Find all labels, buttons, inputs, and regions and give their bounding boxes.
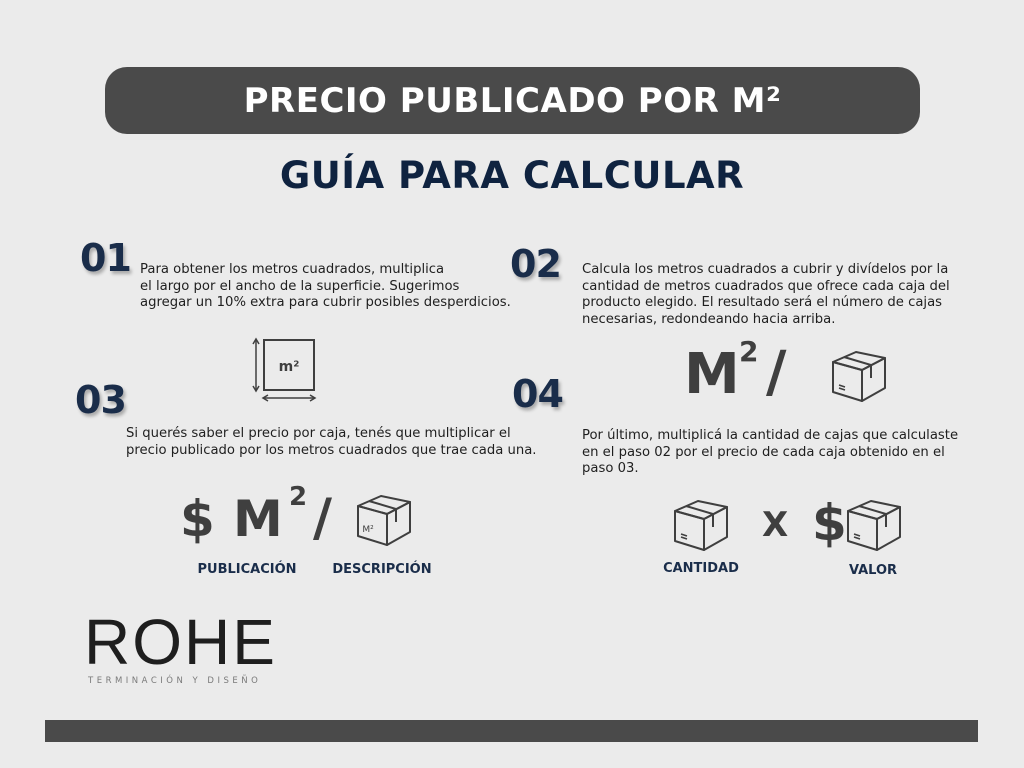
dollar-sign-step4: $ <box>812 494 847 552</box>
step-01-line: el largo por el ancho de la superficie. Sugerimos <box>140 278 460 294</box>
step-01-line: agregar un 10% extra para cubrir posibles desperdicios. <box>140 295 511 310</box>
step-02-line: necesarias, redondeando hacia arriba. <box>582 311 836 327</box>
step-text-04 <box>582 428 958 478</box>
step-04-line: paso 03. <box>582 461 639 476</box>
slash-symbol: / <box>313 488 332 548</box>
m-symbol-step2: M <box>684 342 740 407</box>
slash-symbol-step2: / <box>766 340 787 405</box>
multiply-symbol: X <box>762 505 789 545</box>
box-mark: M² <box>362 525 374 535</box>
step-02-line: producto elegido. El resultado será el número de cajas <box>582 295 943 310</box>
step-number-02: 02 <box>510 242 561 286</box>
step-number-04: 04 <box>512 372 563 416</box>
box-icon <box>830 348 888 404</box>
box-icon <box>845 497 903 553</box>
exponent-2: 2 <box>289 482 308 512</box>
step-03-line: precio publicado por los metros cuadrados que trae cada una. <box>126 442 537 458</box>
step-02-line: Calcula los metros cuadrados a cubrir y divídelos por la <box>582 262 949 277</box>
banner-title: PRECIO PUBLICADO POR M² <box>243 80 782 121</box>
exponent-2-step2: 2 <box>739 335 759 368</box>
step-04-line: Por último, multiplicá la cantidad de cajas que calculaste <box>582 428 959 443</box>
box-icon <box>355 492 413 548</box>
brand-logo: ROHE <box>84 606 277 678</box>
box-icon <box>672 497 730 553</box>
step-number-01: 01 <box>80 236 131 280</box>
step-text-01 <box>140 262 511 312</box>
step-03-line: Si querés saber el precio por caja, tenés que multiplicar el <box>126 426 511 441</box>
step-number-03: 03 <box>75 378 126 422</box>
brand-tagline: TERMINACIÓN Y DISEÑO <box>88 676 262 686</box>
dollar-sign: $ <box>180 490 215 548</box>
label-descripcion: DESCRIPCIÓN <box>332 562 432 577</box>
area-measure-icon <box>250 335 320 405</box>
footer-bar <box>45 720 978 742</box>
step-text-03 <box>126 426 536 459</box>
step-01-line: Para obtener los metros cuadrados, multiplica <box>140 262 445 277</box>
label-publicacion: PUBLICACIÓN <box>197 562 297 577</box>
step-04-line: en el paso 02 por el precio de cada caja obtenido en el <box>582 444 945 460</box>
m-symbol: M <box>233 490 283 548</box>
label-cantidad: CANTIDAD <box>663 561 739 576</box>
title-banner <box>105 67 920 134</box>
step-text-02 <box>582 262 950 328</box>
step-02-line: cantidad de metros cuadrados que ofrece cada caja del <box>582 278 950 294</box>
area-label: m² <box>278 359 300 375</box>
page-subtitle: GUÍA PARA CALCULAR <box>279 154 745 197</box>
label-valor: VALOR <box>848 563 898 578</box>
